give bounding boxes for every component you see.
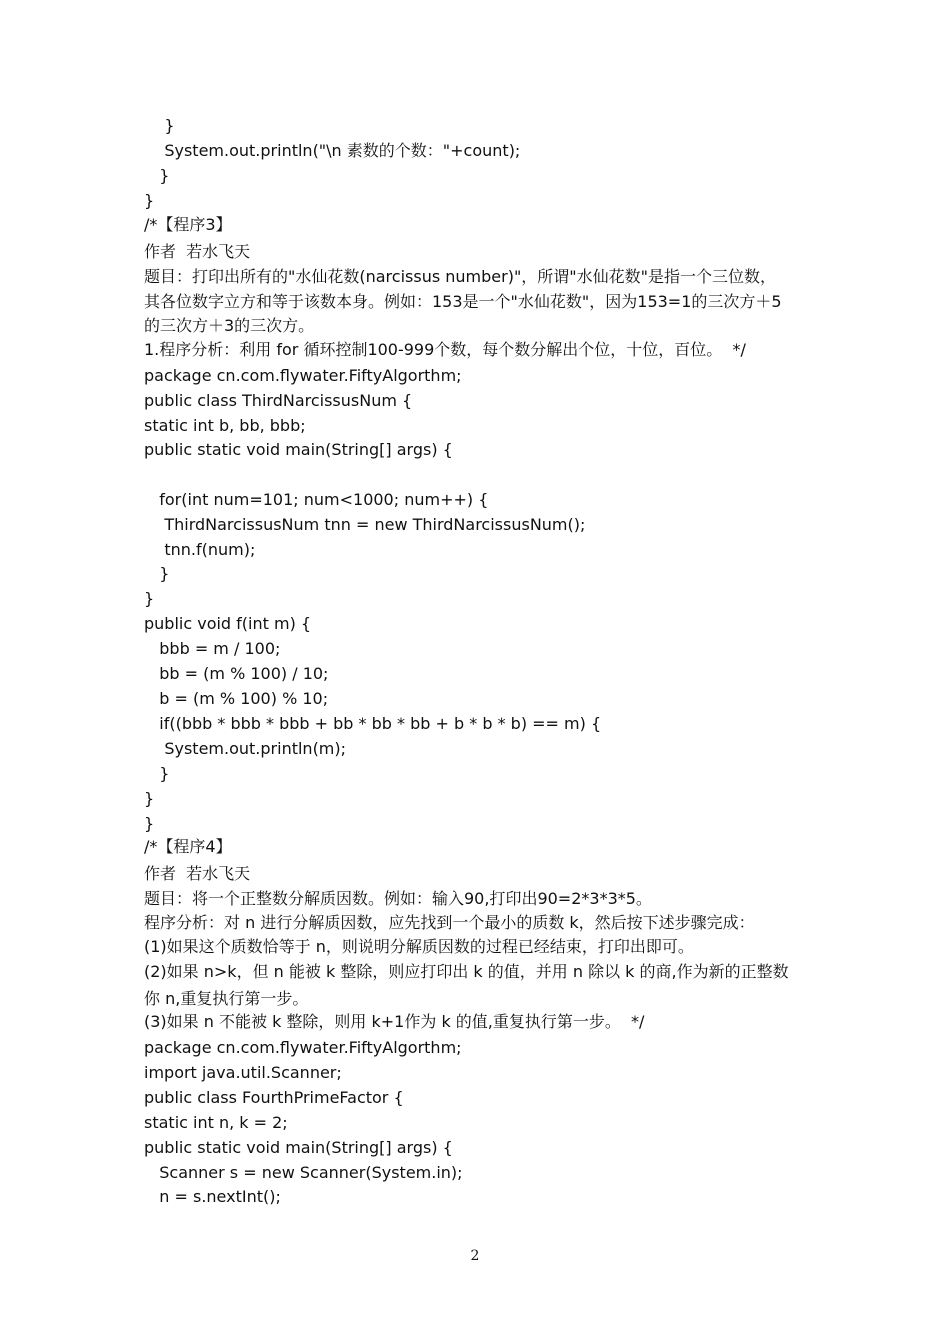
- text-line: 作者 若水飞天: [144, 242, 251, 261]
- text-line: static int n, k = 2;: [144, 1113, 288, 1132]
- text-line: }: [144, 116, 175, 135]
- text-line: n = s.nextInt();: [144, 1187, 281, 1206]
- text-line: }: [144, 191, 155, 210]
- text-line: 你 n,重复执行第一步。: [144, 989, 309, 1008]
- text-line: b = (m % 100) % 10;: [144, 689, 329, 708]
- text-line: }: [144, 564, 170, 583]
- text-line: 题目：打印出所有的"水仙花数(narcissus number)"，所谓"水仙花数"是指一个三位数，: [144, 267, 777, 286]
- text-line: public static void main(String[] args) {: [144, 1138, 453, 1157]
- text-line: 1.程序分析：利用 for 循环控制100-999个数，每个数分解出个位，十位，百位。 */: [144, 340, 746, 359]
- text-line: static int b, bb, bbb;: [144, 416, 306, 435]
- text-line: 作者 若水飞天: [144, 864, 251, 883]
- text-line: public class FourthPrimeFactor {: [144, 1088, 404, 1107]
- text-line: for(int num=101; num<1000; num++) {: [144, 490, 489, 509]
- text-line: System.out.println("\n 素数的个数："+count);: [144, 141, 521, 160]
- text-line: /*【程序3】: [144, 215, 232, 234]
- text-line: public class ThirdNarcissusNum {: [144, 391, 413, 410]
- text-line: /*【程序4】: [144, 837, 232, 856]
- text-line: 程序分析：对 n 进行分解质因数，应先找到一个最小的质数 k，然后按下述步骤完成：: [144, 913, 755, 932]
- page-number: 2: [470, 1248, 480, 1264]
- text-line: }: [144, 789, 155, 808]
- text-line: bb = (m % 100) / 10;: [144, 664, 329, 683]
- text-line: bbb = m / 100;: [144, 639, 281, 658]
- text-line: package cn.com.flywater.FiftyAlgorthm;: [144, 1038, 462, 1057]
- text-line: System.out.println(m);: [144, 739, 347, 758]
- text-line: (3)如果 n 不能被 k 整除，则用 k+1作为 k 的值,重复执行第一步。 */: [144, 1012, 645, 1031]
- text-line: if((bbb * bbb * bbb + bb * bb * bb + b * b * b) == m) {: [144, 714, 602, 733]
- text-line: }: [144, 589, 155, 608]
- text-line: 的三次方＋3的三次方。: [144, 316, 315, 335]
- text-line: import java.util.Scanner;: [144, 1063, 342, 1082]
- text-line: Scanner s = new Scanner(System.in);: [144, 1163, 463, 1182]
- text-line: public static void main(String[] args) {: [144, 440, 453, 459]
- text-line: ThirdNarcissusNum tnn = new ThirdNarcissusNum();: [144, 515, 586, 534]
- text-line: 题目：将一个正整数分解质因数。例如：输入90,打印出90=2*3*3*5。: [144, 889, 652, 908]
- text-line: }: [144, 166, 170, 185]
- text-line: tnn.f(num);: [144, 540, 256, 559]
- text-line: }: [144, 764, 170, 783]
- text-line: (2)如果 n>k，但 n 能被 k 整除，则应打印出 k 的值，并用 n 除以 k 的商,作为新的正整数: [144, 962, 789, 981]
- text-line: package cn.com.flywater.FiftyAlgorthm;: [144, 366, 462, 385]
- text-line: 其各位数字立方和等于该数本身。例如：153是一个"水仙花数"，因为153=1的三次方＋5: [144, 292, 782, 311]
- text-line: public void f(int m) {: [144, 614, 312, 633]
- text-line: (1)如果这个质数恰等于 n，则说明分解质因数的过程已经结束，打印出即可。: [144, 937, 694, 956]
- text-line: }: [144, 814, 155, 833]
